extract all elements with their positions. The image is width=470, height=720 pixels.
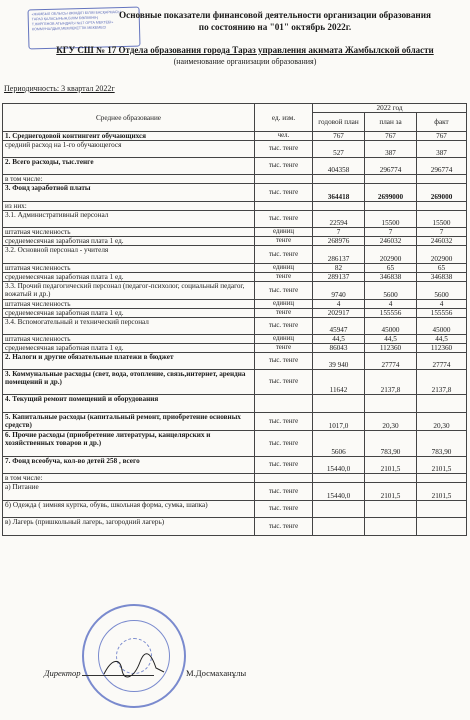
value-fact: 45000 xyxy=(417,318,467,335)
value-annual-plan xyxy=(313,175,365,184)
table-row xyxy=(3,309,467,318)
table-row xyxy=(3,353,467,370)
table-row xyxy=(3,483,467,501)
row-unit: тыс. тенге xyxy=(255,141,313,158)
value-fact xyxy=(417,395,467,413)
table-row xyxy=(3,395,467,413)
table-row xyxy=(3,202,467,211)
row-unit xyxy=(255,474,313,483)
value-annual-plan: 268976 xyxy=(313,237,365,246)
row-unit: тенге xyxy=(255,237,313,246)
value-fact: 387 xyxy=(417,141,467,158)
value-fact: 15500 xyxy=(417,211,467,228)
row-unit: тыс. тенге xyxy=(255,370,313,395)
value-annual-plan: 286137 xyxy=(313,246,365,264)
row-unit: тыс. тенге xyxy=(255,246,313,264)
table-row xyxy=(3,318,467,335)
value-annual-plan: 39 940 xyxy=(313,353,365,370)
row-label: 6. Прочие расходы (приобретение литературы, канцелярских и хозяйственных товаров и др.) xyxy=(3,431,255,457)
value-annual-plan: 404358 xyxy=(313,158,365,175)
value-annual-plan: 202917 xyxy=(313,309,365,318)
value-quarter-plan: 2699000 xyxy=(365,184,417,202)
value-fact: 269000 xyxy=(417,184,467,202)
table-row xyxy=(3,413,467,431)
organization-caption: (наименование организации образования) xyxy=(173,57,317,66)
table-row xyxy=(3,518,467,536)
value-annual-plan: 11642 xyxy=(313,370,365,395)
row-label: среднемесячная заработная плата 1 ед. xyxy=(3,344,255,353)
signature-icon xyxy=(100,652,170,682)
value-fact: 296774 xyxy=(417,158,467,175)
header-indicator: Среднее образование xyxy=(3,104,255,132)
value-quarter-plan: 7 xyxy=(365,228,417,237)
header-fact: факт xyxy=(417,113,467,132)
value-fact xyxy=(417,518,467,536)
value-fact: 112360 xyxy=(417,344,467,353)
value-annual-plan: 86043 xyxy=(313,344,365,353)
row-label: средний расход на 1-го обучающегося xyxy=(3,141,255,158)
value-quarter-plan: 20,30 xyxy=(365,413,417,431)
row-unit: единиц xyxy=(255,264,313,273)
table-row xyxy=(3,184,467,202)
director-name: М.Досмаханұлы xyxy=(186,668,247,678)
value-annual-plan: 767 xyxy=(313,132,365,141)
row-unit: тенге xyxy=(255,273,313,282)
row-label: 3.4. Вспомогательный и технический персонал xyxy=(3,318,255,335)
value-quarter-plan xyxy=(365,474,417,483)
value-fact: 767 xyxy=(417,132,467,141)
row-label: штатная численность xyxy=(3,264,255,273)
table-row xyxy=(3,141,467,158)
value-annual-plan: 1017,0 xyxy=(313,413,365,431)
value-quarter-plan xyxy=(365,501,417,518)
value-fact: 5600 xyxy=(417,282,467,300)
table-row xyxy=(3,431,467,457)
row-unit xyxy=(255,395,313,413)
value-quarter-plan: 65 xyxy=(365,264,417,273)
row-unit: тыс. тенге xyxy=(255,184,313,202)
table-row xyxy=(3,228,467,237)
report-date: по состоянию на "01" октябрь 2022г. xyxy=(198,22,352,32)
value-annual-plan: 45947 xyxy=(313,318,365,335)
stamp-line: «ЖАМБЫЛ ОБЛЫСЫ ӘКІМДІГІ БІЛІМ БАСҚАРМАСЫ xyxy=(31,10,121,17)
value-quarter-plan: 387 xyxy=(365,141,417,158)
row-unit xyxy=(255,202,313,211)
row-unit: тенге xyxy=(255,344,313,353)
row-unit xyxy=(255,175,313,184)
row-unit: тыс. тенге xyxy=(255,501,313,518)
row-label: 3. Фонд заработной платы xyxy=(3,184,255,202)
value-annual-plan: 289137 xyxy=(313,273,365,282)
row-unit: тыс. тенге xyxy=(255,413,313,431)
table-row xyxy=(3,501,467,518)
row-label: 2. Всего расходы, тыс.тенге xyxy=(3,158,255,175)
table-row xyxy=(3,211,467,228)
value-quarter-plan: 44,5 xyxy=(365,335,417,344)
value-fact: 246032 xyxy=(417,237,467,246)
table-row xyxy=(3,457,467,474)
row-unit: тыс. тенге xyxy=(255,158,313,175)
table-row xyxy=(3,264,467,273)
table-row xyxy=(3,474,467,483)
row-label: 5. Капитальные расходы (капитальный ремонт, приобретение основных средств) xyxy=(3,413,255,431)
value-annual-plan: 22594 xyxy=(313,211,365,228)
financial-table xyxy=(2,103,467,536)
row-label: в том числе: xyxy=(3,474,255,483)
row-unit: тыс. тенге xyxy=(255,483,313,501)
value-quarter-plan: 767 xyxy=(365,132,417,141)
organization-name: КГУ СШ № 17 Отдела образования города Тараз управления акимата Жамбылской области xyxy=(56,45,434,55)
table-row xyxy=(3,335,467,344)
table-row xyxy=(3,246,467,264)
value-fact: 783,90 xyxy=(417,431,467,457)
value-fact: 20,30 xyxy=(417,413,467,431)
row-label: 2. Налоги и другие обязательные платежи в бюджет xyxy=(3,353,255,370)
value-quarter-plan: 246032 xyxy=(365,237,417,246)
row-label: 3.3. Прочий педагогический персонал (педагог-психолог, социальный педагог, вожатый и др.) xyxy=(3,282,255,300)
table-row xyxy=(3,273,467,282)
value-quarter-plan: 27774 xyxy=(365,353,417,370)
header-unit: ед. изм. xyxy=(255,104,313,132)
row-unit: тыс. тенге xyxy=(255,353,313,370)
table-row xyxy=(3,132,467,141)
table-row xyxy=(3,158,467,175)
value-fact: 44,5 xyxy=(417,335,467,344)
value-annual-plan: 9740 xyxy=(313,282,365,300)
row-label: среднемесячная заработная плата 1 ед. xyxy=(3,237,255,246)
value-quarter-plan: 4 xyxy=(365,300,417,309)
value-annual-plan xyxy=(313,501,365,518)
value-annual-plan: 527 xyxy=(313,141,365,158)
row-unit: тыс. тенге xyxy=(255,518,313,536)
table-row xyxy=(3,282,467,300)
value-annual-plan: 44,5 xyxy=(313,335,365,344)
value-quarter-plan: 5600 xyxy=(365,282,417,300)
row-label: штатная численность xyxy=(3,228,255,237)
value-quarter-plan: 296774 xyxy=(365,158,417,175)
value-fact xyxy=(417,501,467,518)
value-annual-plan: 4 xyxy=(313,300,365,309)
value-fact xyxy=(417,474,467,483)
stamp-line: ТАРАЗ ҚАЛАСЫНЫҢ БІЛІМ БӨЛІМІНІҢ xyxy=(31,15,98,22)
header-row xyxy=(3,104,467,113)
value-fact: 27774 xyxy=(417,353,467,370)
row-label: 4. Текущий ремонт помещений и оборудования xyxy=(3,395,255,413)
value-fact: 4 xyxy=(417,300,467,309)
row-label: из них: xyxy=(3,202,255,211)
value-quarter-plan: 15500 xyxy=(365,211,417,228)
value-fact: 65 xyxy=(417,264,467,273)
row-label: штатная численность xyxy=(3,300,255,309)
row-unit: чел. xyxy=(255,132,313,141)
director-label: Директор xyxy=(44,668,81,678)
value-fact xyxy=(417,202,467,211)
value-quarter-plan: 155556 xyxy=(365,309,417,318)
value-quarter-plan: 346838 xyxy=(365,273,417,282)
value-fact xyxy=(417,175,467,184)
row-label: в том числе: xyxy=(3,175,255,184)
row-unit: единиц xyxy=(255,228,313,237)
row-label: среднемесячная заработная плата 1 ед. xyxy=(3,309,255,318)
value-quarter-plan: 2137,8 xyxy=(365,370,417,395)
value-annual-plan xyxy=(313,395,365,413)
value-annual-plan: 82 xyxy=(313,264,365,273)
value-annual-plan: 7 xyxy=(313,228,365,237)
value-annual-plan: 15440,0 xyxy=(313,483,365,501)
row-unit: тыс. тенге xyxy=(255,457,313,474)
row-unit: тыс. тенге xyxy=(255,431,313,457)
value-fact: 202900 xyxy=(417,246,467,264)
header-plan-annual: годовой план xyxy=(313,113,365,132)
row-unit: тыс. тенге xyxy=(255,282,313,300)
value-quarter-plan xyxy=(365,518,417,536)
row-unit: тыс. тенге xyxy=(255,211,313,228)
stamp-line: Т.ЖҰРГЕНОВ АТЫНДАҒЫ №17 ОРТА МЕКТЕБІ» xyxy=(31,20,114,27)
row-label: а) Питание xyxy=(3,483,255,501)
row-label: в) Лагерь (пришкольный лагерь, загородний лагерь) xyxy=(3,518,255,536)
table-row xyxy=(3,237,467,246)
value-annual-plan: 364418 xyxy=(313,184,365,202)
periodicity: Периодичность: 3 квартал 2022г xyxy=(4,84,115,93)
stamp-line: КОММУНАЛДЫҚ МЕМЛЕКЕТТІК МЕКЕМЕСІ xyxy=(31,25,107,32)
row-label: б) Одежда ( зимняя куртка, обувь, школьная форма, сумка, шапка) xyxy=(3,501,255,518)
value-annual-plan xyxy=(313,202,365,211)
table-row xyxy=(3,370,467,395)
header-year: 2022 год xyxy=(313,104,467,113)
row-unit: единиц xyxy=(255,300,313,309)
row-label: штатная численность xyxy=(3,335,255,344)
header-plan-quarter: план за xyxy=(365,113,417,132)
value-quarter-plan xyxy=(365,202,417,211)
value-annual-plan xyxy=(313,518,365,536)
value-quarter-plan: 2101,5 xyxy=(365,457,417,474)
row-unit: единиц xyxy=(255,335,313,344)
value-fact: 155556 xyxy=(417,309,467,318)
table-row xyxy=(3,300,467,309)
table-row xyxy=(3,344,467,353)
value-quarter-plan: 202900 xyxy=(365,246,417,264)
report-title: Основные показатели финансовой деятельности организации образования xyxy=(119,10,431,20)
value-fact: 2101,5 xyxy=(417,483,467,501)
row-label: 1. Среднегодовой контингент обучающихся xyxy=(3,132,255,141)
value-annual-plan xyxy=(313,474,365,483)
row-label: среднемесячная заработная плата 1 ед. xyxy=(3,273,255,282)
row-label: 3.1. Административный персонал xyxy=(3,211,255,228)
value-quarter-plan: 783,90 xyxy=(365,431,417,457)
value-fact: 346838 xyxy=(417,273,467,282)
row-unit: тенге xyxy=(255,309,313,318)
value-quarter-plan xyxy=(365,175,417,184)
value-quarter-plan: 2101,5 xyxy=(365,483,417,501)
value-quarter-plan xyxy=(365,395,417,413)
value-quarter-plan: 112360 xyxy=(365,344,417,353)
row-unit: тыс. тенге xyxy=(255,318,313,335)
value-fact: 2137,8 xyxy=(417,370,467,395)
row-label: 3.2. Основной персонал - учителя xyxy=(3,246,255,264)
value-fact: 2101,5 xyxy=(417,457,467,474)
table-row xyxy=(3,175,467,184)
value-fact: 7 xyxy=(417,228,467,237)
value-annual-plan: 5606 xyxy=(313,431,365,457)
table-body xyxy=(3,104,467,536)
value-annual-plan: 15440,0 xyxy=(313,457,365,474)
value-quarter-plan: 45000 xyxy=(365,318,417,335)
row-label: 3. Коммунальные расходы (свет, вода, отопление, связь,интернет, арендна помещений и др.) xyxy=(3,370,255,395)
row-label: 7. Фонд всеобуча, кол-во детей 258 , всего xyxy=(3,457,255,474)
